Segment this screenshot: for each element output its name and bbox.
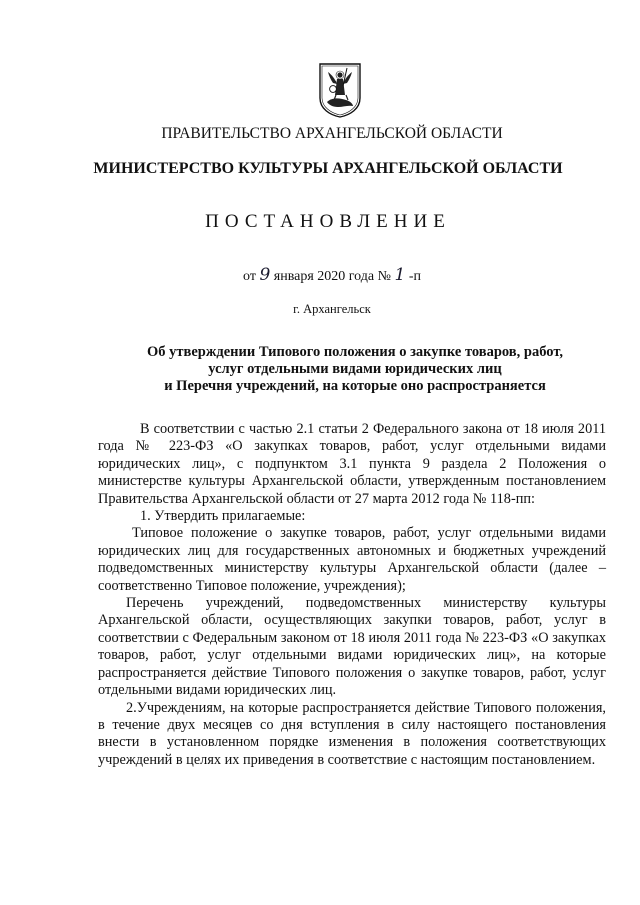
document-title: [120, 344, 590, 395]
number-suffix: -п: [408, 269, 421, 284]
paragraph-list-of-institutions: Перечень учреждений, подведомственных министерству культуры Архангельской области, осуществляющих закупки товаров, работ, услуг в соответствии с Федеральным законом от 18 июля 2011 года № 223-ФЗ «О закупках товаров, работ, услуг отдельными видами юридических лиц», на которые распространяется действие Типового положения о закупке товаров, работ, услуг отдельными видами юридических лиц.: [98, 595, 606, 699]
document-type: ПОСТАНОВЛЕНИЕ: [205, 211, 451, 232]
title-line-1: Об утверждении Типового положения о закупке товаров, работ,: [147, 344, 563, 360]
coat-of-arms-icon: [318, 62, 362, 118]
document-date-number: [12, 265, 640, 285]
city: г. Архангельск: [293, 302, 371, 316]
paragraph-item-2: 2.Учреждениям, на которые распространяется действие Типового положения, в течение двух месяцев со дня вступления в силу настоящего постановления внести в установленном порядке изменения в положения соответствующих учреждений в целях их приведения в соответствие с настоящим постановлением.: [98, 699, 606, 768]
title-line-2: услуг отдельными видами юридических лиц: [208, 361, 502, 377]
ministry-name: МИНИСТЕРСТВО КУЛЬТУРЫ АРХАНГЕЛЬСКОЙ ОБЛАСТИ: [93, 160, 563, 177]
document-body: [98, 421, 606, 769]
paragraph-item-1: 1. Утвердить прилагаемые:: [140, 508, 306, 525]
title-line-3: и Перечня учреждений, на которые оно распространяется: [164, 378, 546, 394]
government-name: ПРАВИТЕЛЬСТВО АРХАНГЕЛЬСКОЙ ОБЛАСТИ: [161, 125, 503, 142]
date-prefix: от: [243, 269, 256, 284]
date-rest: января 2020 года №: [273, 269, 391, 284]
paragraph-typical-regulation: Типовое положение о закупке товаров, работ, услуг отдельными видами юридических лиц для государственных автономных и бюджетных учреждений подведомственных министерству культуры Архангельской области (далее – соответственно Типовое положение, учреждения);: [98, 525, 606, 594]
document-number: 1: [394, 265, 406, 285]
paragraph-preamble: В соответствии с частью 2.1 статьи 2 Федерального закона от 18 июля 2011 года № 223-ФЗ «О закупках товаров, работ, услуг отдельными видами юридических лиц», с подпунктом 3.1 пункта 9 раздела 2 Положения о министерстве культуры Архангельской области, утвержденным постановлением Правительства Архангельской области от 27 марта 2012 года № 118-пп:: [98, 421, 606, 507]
date-day: 9: [259, 265, 271, 285]
